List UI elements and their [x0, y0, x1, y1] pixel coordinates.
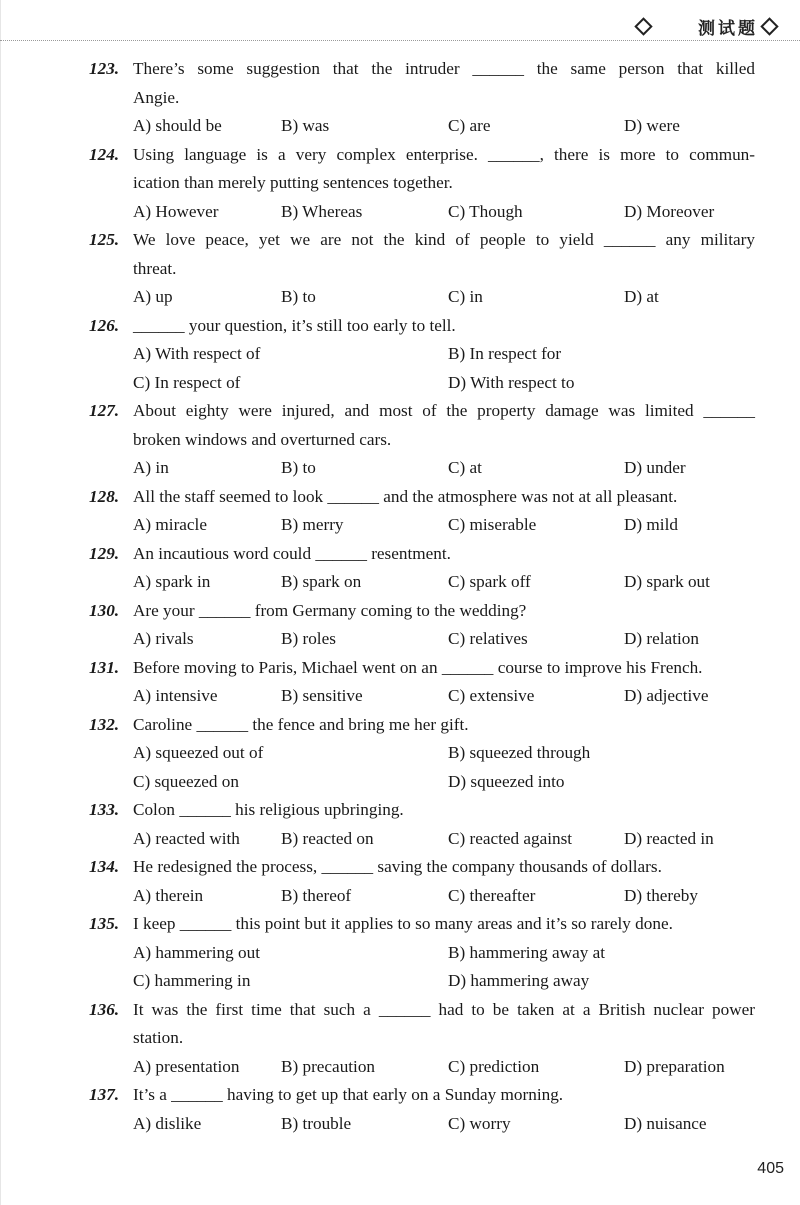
answer-option[interactable]: A) therein	[133, 885, 204, 905]
answer-option[interactable]: B) hammering away at	[448, 942, 606, 962]
answer-option[interactable]: D) under	[624, 458, 686, 477]
question-line	[0, 540, 800, 569]
answer-option[interactable]: A) presentation	[133, 1056, 240, 1076]
answer-option[interactable]: A) reacted with	[133, 828, 240, 848]
answer-option[interactable]: C) worry	[448, 1113, 511, 1133]
answer-option[interactable]: A) hammering out	[133, 942, 260, 962]
question-stem: All the staff seemed to look ______ and the atmosphere was not at all pleasant.	[133, 486, 678, 506]
options-row	[0, 511, 800, 540]
answer-option[interactable]: A) miracle	[133, 515, 207, 534]
answer-option[interactable]: D) thereby	[624, 885, 698, 905]
options-row	[0, 1110, 800, 1139]
answer-option[interactable]: A) should be	[133, 116, 222, 135]
options-row	[0, 369, 800, 398]
question-number: 132.	[89, 714, 120, 734]
answer-option[interactable]: B) was	[281, 116, 330, 135]
question-item	[0, 226, 800, 312]
question-number: 129.	[89, 543, 120, 563]
options-row	[0, 283, 800, 312]
question-item	[0, 796, 800, 853]
question-stem: station.	[133, 1028, 184, 1047]
question-number: 134.	[89, 857, 120, 876]
question-line	[0, 426, 800, 455]
answer-option[interactable]: A) up	[133, 287, 173, 306]
answer-option[interactable]: A) intensive	[133, 686, 218, 705]
question-number: 131.	[89, 657, 120, 677]
options-row	[0, 1053, 800, 1082]
question-list	[0, 55, 800, 1138]
page-number: 405	[757, 1160, 784, 1177]
question-line	[0, 910, 800, 939]
question-item	[0, 483, 800, 540]
options-row	[0, 625, 800, 654]
answer-option[interactable]: C) prediction	[448, 1056, 540, 1076]
question-item	[0, 711, 800, 797]
answer-option[interactable]: C) Though	[448, 201, 523, 221]
answer-option[interactable]: D) were	[624, 116, 680, 135]
answer-option[interactable]: C) squeezed on	[133, 771, 239, 791]
page-header	[0, 0, 800, 44]
question-stem: threat.	[133, 258, 177, 278]
options-row	[0, 825, 800, 854]
answer-option[interactable]: B) merry	[281, 515, 344, 534]
question-line	[0, 853, 800, 882]
answer-option[interactable]: B) In respect for	[448, 344, 562, 363]
answer-option[interactable]: C) In respect of	[133, 372, 241, 392]
question-line	[0, 255, 800, 284]
answer-option[interactable]: B) spark on	[281, 572, 362, 591]
answer-option[interactable]: D) spark out	[624, 572, 710, 591]
options-row	[0, 568, 800, 597]
answer-option[interactable]: D) squeezed into	[448, 771, 565, 791]
question-item	[0, 853, 800, 910]
answer-option[interactable]: C) thereafter	[448, 885, 536, 905]
question-number: 127.	[89, 401, 120, 420]
question-line	[0, 711, 800, 740]
question-number: 133.	[89, 800, 120, 819]
answer-option[interactable]: B) precaution	[281, 1056, 376, 1076]
answer-option[interactable]: B) sensitive	[281, 686, 363, 705]
answer-option[interactable]: B) roles	[281, 629, 336, 648]
question-stem: broken windows and overturned cars.	[133, 429, 392, 449]
answer-option[interactable]: A) rivals	[133, 629, 194, 648]
question-stem: ication than merely putting sentences together.	[133, 173, 453, 192]
question-line	[0, 654, 800, 683]
question-stem: Colon ______ his religious upbringing.	[133, 800, 404, 819]
options-row	[0, 198, 800, 227]
question-line	[0, 483, 800, 512]
options-row	[0, 882, 800, 911]
question-line	[0, 84, 800, 113]
answer-option[interactable]: B) trouble	[281, 1113, 352, 1133]
question-stem: He redesigned the process, ______ saving the company thousands of dollars.	[133, 857, 662, 876]
diamond-icon	[760, 17, 778, 35]
answer-option[interactable]: C) are	[448, 116, 491, 135]
answer-option[interactable]: A) in	[133, 458, 169, 477]
question-stem: ______ your question, it’s still too early to tell.	[133, 315, 456, 335]
question-stem: Caroline ______ the fence and bring me her gift.	[133, 714, 469, 734]
header-divider	[0, 40, 800, 41]
question-number: 126.	[89, 315, 120, 335]
question-item	[0, 1081, 800, 1138]
answer-option[interactable]: B) squeezed through	[448, 743, 591, 762]
question-number: 128.	[89, 486, 120, 506]
answer-option[interactable]: C) extensive	[448, 686, 535, 705]
question-line	[0, 597, 800, 626]
answer-option[interactable]: D) preparation	[624, 1056, 725, 1076]
question-item	[0, 654, 800, 711]
question-line	[0, 169, 800, 198]
question-item	[0, 996, 800, 1082]
answer-option[interactable]: D) nuisance	[624, 1113, 707, 1133]
options-row	[0, 739, 800, 768]
question-number: 123.	[89, 59, 120, 78]
answer-option[interactable]: D) Moreover	[624, 201, 715, 221]
question-number: 136.	[89, 999, 120, 1019]
question-stem: It was the first time that such a ______ had to be taken at a British nuclear power	[133, 999, 755, 1019]
answer-option[interactable]: A) squeezed out of	[133, 743, 264, 762]
question-stem: It’s a ______ having to get up that early on a Sunday morning.	[133, 1085, 564, 1104]
question-item	[0, 397, 800, 483]
question-stem: Are your ______ from Germany coming to the wedding?	[133, 600, 527, 620]
options-row	[0, 340, 800, 369]
question-line	[0, 1024, 800, 1053]
question-stem: I keep ______ this point but it applies to so many areas and it’s so rarely done.	[133, 914, 673, 933]
answer-option[interactable]: D) reacted in	[624, 828, 714, 848]
answer-option[interactable]: B) to	[281, 287, 316, 306]
question-item	[0, 312, 800, 398]
question-stem: About eighty were injured, and most of the property damage was limited ______	[133, 401, 755, 420]
section-title: 测试题	[698, 19, 758, 39]
answer-option[interactable]: C) miserable	[448, 515, 537, 534]
question-line	[0, 226, 800, 255]
answer-option[interactable]: B) Whereas	[281, 201, 363, 221]
answer-option[interactable]: D) hammering away	[448, 971, 590, 990]
options-row	[0, 768, 800, 797]
question-line	[0, 1081, 800, 1110]
question-stem: Before moving to Paris, Michael went on an ______ course to improve his French.	[133, 657, 703, 677]
question-number: 125.	[89, 230, 120, 249]
answer-option[interactable]: A) dislike	[133, 1113, 202, 1133]
answer-option[interactable]: B) thereof	[281, 885, 352, 905]
question-line	[0, 312, 800, 341]
question-item	[0, 597, 800, 654]
question-item	[0, 540, 800, 597]
question-line	[0, 141, 800, 170]
question-number: 137.	[89, 1085, 120, 1104]
question-number: 135.	[89, 914, 120, 933]
answer-option[interactable]: A) spark in	[133, 572, 211, 591]
answer-option[interactable]: C) reacted against	[448, 828, 573, 848]
options-row	[0, 112, 800, 141]
question-item	[0, 55, 800, 141]
answer-option[interactable]: D) With respect to	[448, 372, 575, 392]
options-row	[0, 682, 800, 711]
answer-option[interactable]: C) in	[448, 287, 483, 306]
question-line	[0, 55, 800, 84]
question-stem: There’s some suggestion that the intruder ______ the same person that killed	[133, 59, 755, 78]
question-line	[0, 996, 800, 1025]
answer-option[interactable]: C) spark off	[448, 572, 531, 591]
answer-option[interactable]: C) at	[448, 458, 482, 477]
diamond-icon	[634, 17, 652, 35]
options-row	[0, 967, 800, 996]
answer-option[interactable]: D) mild	[624, 515, 678, 534]
answer-option[interactable]: A) However	[133, 201, 219, 221]
answer-option[interactable]: B) reacted on	[281, 828, 374, 848]
question-stem: Using language is a very complex enterprise. ______, there is more to commun-	[133, 144, 755, 164]
question-stem: An incautious word could ______ resentment.	[133, 543, 451, 563]
answer-option[interactable]: D) relation	[624, 629, 699, 648]
options-row	[0, 454, 800, 483]
answer-option[interactable]: D) at	[624, 287, 659, 306]
question-line	[0, 796, 800, 825]
question-number: 130.	[89, 600, 120, 620]
answer-option[interactable]: B) to	[281, 458, 316, 477]
answer-option[interactable]: C) hammering in	[133, 971, 251, 990]
question-item	[0, 141, 800, 227]
question-number: 124.	[89, 144, 120, 164]
question-line	[0, 397, 800, 426]
options-row	[0, 939, 800, 968]
question-item	[0, 910, 800, 996]
answer-option[interactable]: D) adjective	[624, 686, 709, 705]
answer-option[interactable]: C) relatives	[448, 629, 528, 648]
question-stem: We love peace, yet we are not the kind of people to yield ______ any military	[133, 230, 755, 249]
answer-option[interactable]: A) With respect of	[133, 344, 261, 363]
question-stem: Angie.	[133, 87, 180, 107]
